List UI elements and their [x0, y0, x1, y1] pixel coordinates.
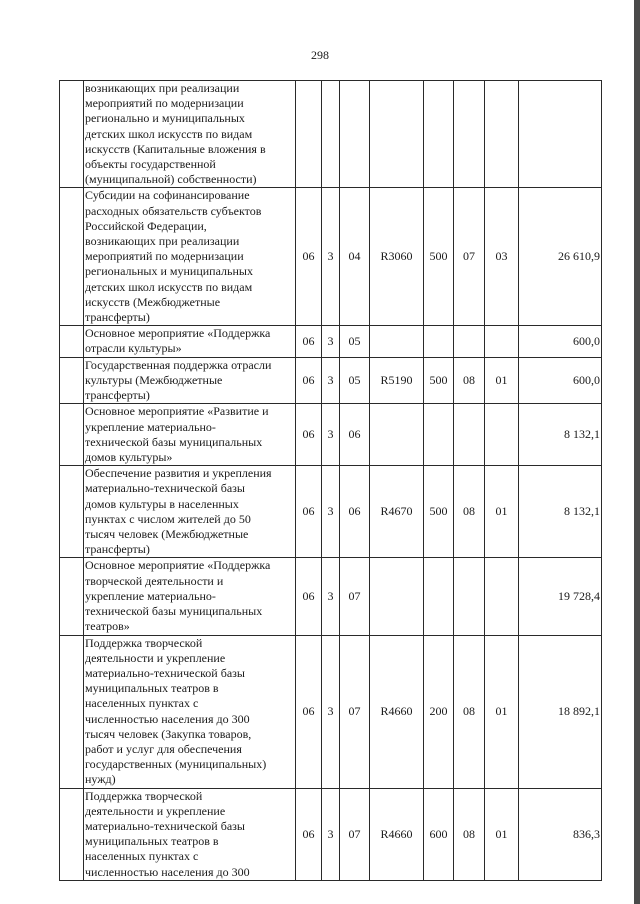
- item-name-line: деятельности и укрепление: [85, 650, 226, 665]
- row-number-cell: [60, 357, 84, 404]
- item-name-line: тысяч человек (Межбюджетные: [85, 527, 249, 542]
- table-row: [60, 326, 602, 357]
- item-name-line: Субсидии на софинансирование: [85, 188, 250, 203]
- item-name-line: творческой деятельности и: [85, 573, 224, 588]
- subsection-cell: 03: [485, 188, 519, 326]
- item-name-line: нужд): [85, 772, 116, 787]
- item-name-line: Основное мероприятие «Поддержка: [85, 558, 271, 573]
- subprogram-code-cell: 3: [322, 466, 340, 558]
- event-code-cell: 04: [340, 188, 370, 326]
- subprogram-code-cell: 3: [322, 404, 340, 466]
- direction-code-cell: [370, 326, 424, 357]
- table-row: [60, 635, 602, 788]
- event-code-cell: 07: [340, 558, 370, 635]
- amount-cell: 600,0: [519, 326, 602, 357]
- program-code-cell: [296, 81, 322, 188]
- item-name-line: материально-технической базы: [85, 481, 245, 496]
- item-name-line: муниципальных театров в: [85, 681, 219, 696]
- program-code-cell: 06: [296, 188, 322, 326]
- program-code-cell: 06: [296, 635, 322, 788]
- item-name-cell: [84, 558, 296, 635]
- direction-code-cell: R3060: [370, 188, 424, 326]
- item-name-line: возникающих при реализации: [85, 234, 240, 249]
- row-number-cell: [60, 404, 84, 466]
- subprogram-code-cell: 3: [322, 326, 340, 357]
- item-name-line: домов культуры»: [85, 449, 173, 464]
- subprogram-code-cell: 3: [322, 357, 340, 404]
- section-cell: 08: [454, 635, 485, 788]
- section-cell: [454, 326, 485, 357]
- section-cell: [454, 404, 485, 466]
- subprogram-code-cell: 3: [322, 788, 340, 880]
- item-name-line: (муниципальной) собственности): [85, 172, 257, 187]
- row-number-cell: [60, 466, 84, 558]
- item-name-line: работ и услуг для обеспечения: [85, 741, 242, 756]
- item-name-line: трансферты): [85, 542, 150, 557]
- direction-code-cell: R4660: [370, 788, 424, 880]
- section-cell: 08: [454, 357, 485, 404]
- item-name-cell: [84, 404, 296, 466]
- item-name-cell: [84, 466, 296, 558]
- item-name-line: укрепление материально-: [85, 419, 216, 434]
- event-code-cell: 05: [340, 357, 370, 404]
- item-name-line: объекты государственной: [85, 157, 216, 172]
- event-code-cell: 06: [340, 404, 370, 466]
- subsection-cell: 01: [485, 635, 519, 788]
- subsection-cell: 01: [485, 788, 519, 880]
- item-name-line: материально-технической базы: [85, 818, 245, 833]
- subsection-cell: [485, 326, 519, 357]
- item-name-line: театров»: [85, 619, 130, 634]
- scan-edge: [634, 0, 640, 904]
- amount-cell: 19 728,4: [519, 558, 602, 635]
- subprogram-code-cell: 3: [322, 188, 340, 326]
- budget-table: [59, 80, 602, 881]
- item-name-line: культуры (Межбюджетные: [85, 372, 223, 387]
- row-number-cell: [60, 788, 84, 880]
- item-name-line: численностью населения до 300: [85, 711, 250, 726]
- item-name-line: населенных пунктах с: [85, 696, 199, 711]
- subsection-cell: [485, 558, 519, 635]
- section-cell: [454, 558, 485, 635]
- table-row: [60, 81, 602, 188]
- item-name-line: укрепление материально-: [85, 588, 216, 603]
- amount-cell: 8 132,1: [519, 466, 602, 558]
- amount-cell: 18 892,1: [519, 635, 602, 788]
- direction-code-cell: [370, 81, 424, 188]
- item-name-line: материально-технической базы: [85, 665, 245, 680]
- direction-code-cell: R5190: [370, 357, 424, 404]
- item-name-line: технической базы муниципальных: [85, 604, 263, 619]
- item-name-line: детских школ искусств по видам: [85, 279, 253, 294]
- direction-code-cell: R4660: [370, 635, 424, 788]
- expense-type-cell: [424, 558, 454, 635]
- section-cell: 08: [454, 788, 485, 880]
- item-name-line: государственных (муниципальных): [85, 757, 267, 772]
- expense-type-cell: [424, 326, 454, 357]
- expense-type-cell: [424, 404, 454, 466]
- event-code-cell: 07: [340, 788, 370, 880]
- item-name-line: Основное мероприятие «Развитие и: [85, 404, 269, 419]
- item-name-cell: [84, 788, 296, 880]
- program-code-cell: 06: [296, 788, 322, 880]
- page-number: 298: [311, 48, 329, 62]
- amount-cell: 836,3: [519, 788, 602, 880]
- row-number-cell: [60, 188, 84, 326]
- program-code-cell: 06: [296, 357, 322, 404]
- event-code-cell: 07: [340, 635, 370, 788]
- program-code-cell: 06: [296, 326, 322, 357]
- program-code-cell: 06: [296, 558, 322, 635]
- item-name-line: мероприятий по модернизации: [85, 249, 244, 264]
- expense-type-cell: 500: [424, 188, 454, 326]
- item-name-line: расходных обязательств субъектов: [85, 203, 262, 218]
- item-name-line: отрасли культуры»: [85, 341, 182, 356]
- subprogram-code-cell: [322, 81, 340, 188]
- item-name-line: искусств (Капитальные вложения в: [85, 141, 266, 156]
- event-code-cell: 06: [340, 466, 370, 558]
- item-name-line: технической базы муниципальных: [85, 434, 263, 449]
- item-name-line: деятельности и укрепление: [85, 803, 226, 818]
- item-name-line: трансферты): [85, 310, 150, 325]
- table-row: [60, 558, 602, 635]
- item-name-line: домов культуры в населенных: [85, 496, 239, 511]
- item-name-line: муниципальных театров в: [85, 834, 219, 849]
- item-name-line: Поддержка творческой: [85, 635, 203, 650]
- amount-cell: 26 610,9: [519, 188, 602, 326]
- amount-cell: 600,0: [519, 357, 602, 404]
- subsection-cell: [485, 81, 519, 188]
- table-row: [60, 788, 602, 880]
- table-row: [60, 466, 602, 558]
- table-row: [60, 404, 602, 466]
- item-name-line: Российской Федерации,: [85, 218, 207, 233]
- item-name-line: тысяч человек (Закупка товаров,: [85, 726, 252, 741]
- item-name-line: населенных пунктах с: [85, 849, 199, 864]
- program-code-cell: 06: [296, 466, 322, 558]
- event-code-cell: 05: [340, 326, 370, 357]
- item-name-line: мероприятий по модернизации: [85, 96, 244, 111]
- item-name-cell: [84, 188, 296, 326]
- expense-type-cell: [424, 81, 454, 188]
- item-name-line: регионально и муниципальных: [85, 111, 245, 126]
- section-cell: [454, 81, 485, 188]
- item-name-line: Обеспечение развития и укрепления: [85, 466, 272, 481]
- item-name-line: Основное мероприятие «Поддержка: [85, 326, 271, 341]
- direction-code-cell: [370, 558, 424, 635]
- item-name-line: детских школ искусств по видам: [85, 126, 253, 141]
- item-name-line: Поддержка творческой: [85, 788, 203, 803]
- row-number-cell: [60, 81, 84, 188]
- amount-cell: [519, 81, 602, 188]
- direction-code-cell: R4670: [370, 466, 424, 558]
- table-row: [60, 188, 602, 326]
- expense-type-cell: 500: [424, 466, 454, 558]
- subsection-cell: [485, 404, 519, 466]
- subprogram-code-cell: 3: [322, 558, 340, 635]
- expense-type-cell: 500: [424, 357, 454, 404]
- subprogram-code-cell: 3: [322, 635, 340, 788]
- subsection-cell: 01: [485, 357, 519, 404]
- item-name-line: искусств (Межбюджетные: [85, 294, 221, 309]
- row-number-cell: [60, 558, 84, 635]
- row-number-cell: [60, 326, 84, 357]
- expense-type-cell: 600: [424, 788, 454, 880]
- item-name-line: численностью населения до 300: [85, 864, 250, 879]
- subsection-cell: 01: [485, 466, 519, 558]
- table-body: [60, 81, 602, 881]
- direction-code-cell: [370, 404, 424, 466]
- item-name-cell: [84, 326, 296, 357]
- item-name-line: Государственная поддержка отрасли: [85, 357, 272, 372]
- expense-type-cell: 200: [424, 635, 454, 788]
- table-row: [60, 357, 602, 404]
- item-name-line: пунктах с числом жителей до 50: [85, 511, 251, 526]
- event-code-cell: [340, 81, 370, 188]
- item-name-line: возникающих при реализации: [85, 81, 240, 95]
- item-name-cell: [84, 357, 296, 404]
- program-code-cell: 06: [296, 404, 322, 466]
- amount-cell: 8 132,1: [519, 404, 602, 466]
- item-name-line: региональных и муниципальных: [85, 264, 253, 279]
- section-cell: 07: [454, 188, 485, 326]
- section-cell: 08: [454, 466, 485, 558]
- row-number-cell: [60, 635, 84, 788]
- item-name-line: трансферты): [85, 388, 150, 403]
- item-name-cell: [84, 635, 296, 788]
- item-name-cell: [84, 81, 296, 188]
